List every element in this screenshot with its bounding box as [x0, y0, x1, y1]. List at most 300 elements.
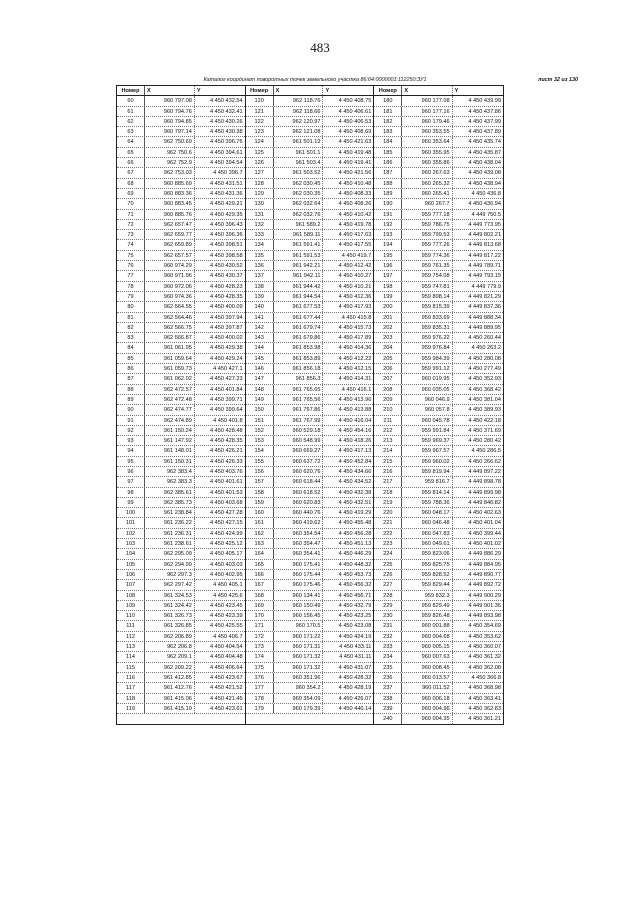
coord-y: 4 450 412.42: [338, 263, 372, 270]
point-number: 127: [246, 168, 274, 177]
coord-x: 960 175.46: [274, 580, 324, 589]
coord-x: 959 814.14: [402, 488, 452, 497]
point-number: 83: [117, 333, 145, 342]
table-row: [117, 374, 245, 384]
coord-x: 961 853.98: [274, 343, 324, 352]
coord-x: 960 548.99: [274, 436, 324, 445]
coord-x: 960 049.61: [402, 539, 452, 548]
coord-x: 959 825.75: [402, 560, 452, 569]
table-row: [374, 220, 503, 230]
coord-x: 962 564.46: [145, 313, 195, 322]
coord-x: 959 832.3: [402, 591, 452, 600]
coord-y: 4 450 280.42: [468, 438, 501, 445]
coord-y: 4 449 813.68: [468, 242, 501, 249]
table-row: [246, 374, 374, 384]
table-row: [374, 652, 503, 662]
table-row: [374, 508, 503, 518]
point-number: 97: [117, 477, 145, 486]
table-caption: Каталог координат поворотных точек земельного участка 86:04:0000001:112250:ЗУ1: [203, 77, 427, 83]
table-row: [374, 261, 503, 271]
point-number: 146: [246, 364, 274, 373]
coord-y: 4 450 398.58: [209, 252, 243, 259]
point-number: 109: [117, 601, 145, 610]
table-row: [374, 395, 503, 405]
point-number: 239: [374, 704, 402, 713]
coord-y: 4 450 437.89: [468, 129, 501, 136]
coord-y: 4 450 412.15: [338, 366, 372, 373]
point-number: 163: [246, 539, 274, 548]
coord-y: 4 450 429.38: [209, 345, 243, 352]
coord-x: 959 829.49: [402, 601, 452, 610]
point-number: 131: [246, 210, 274, 219]
coord-x: 962 750.6: [145, 148, 195, 157]
table-row: [246, 158, 374, 168]
point-number: 115: [117, 663, 145, 672]
table-row: [117, 508, 245, 518]
coord-y: 4 450 408.75: [338, 98, 372, 105]
coord-y: 4 450 417.55: [338, 242, 372, 249]
table-row: [117, 488, 245, 498]
table-header-row: [374, 86, 503, 96]
table-row: [246, 220, 374, 230]
coord-x: 962 383.3: [145, 477, 195, 486]
point-number: 154: [246, 446, 274, 455]
point-number: 164: [246, 549, 274, 558]
coord-x: 960 883.45: [145, 199, 195, 208]
table-row: [374, 313, 503, 323]
point-number: 210: [374, 405, 402, 414]
point-number: 196: [374, 261, 402, 270]
table-row: [246, 529, 374, 539]
point-number: 203: [374, 333, 402, 342]
coord-y: 4 450 396.7: [213, 170, 243, 177]
coord-y: 4 450 453.73: [338, 571, 372, 578]
point-number: 89: [117, 395, 145, 404]
coord-y: 4 450 406.53: [338, 118, 372, 125]
coord-y: 4 449 817.22: [468, 252, 501, 259]
point-number: 114: [117, 652, 145, 661]
table-row: [117, 652, 245, 662]
point-number: 231: [374, 621, 402, 630]
table-row: [246, 333, 374, 343]
point-number: 169: [246, 601, 274, 610]
point-number: 214: [374, 446, 402, 455]
coord-y: 4 450 429.24: [209, 355, 243, 362]
coord-y: 4 449 837.36: [468, 304, 501, 311]
coord-y: 4 450 427.23: [209, 376, 243, 383]
coord-x: 961 415.19: [145, 704, 195, 713]
point-number: 136: [246, 261, 274, 270]
coord-y: 4 450 415.8: [341, 314, 372, 321]
point-number: 84: [117, 343, 145, 352]
point-number: 223: [374, 539, 402, 548]
table-row: [246, 96, 374, 106]
coord-y: 4 449 821.29: [468, 293, 501, 300]
coord-y: 4 450 266.62: [468, 458, 501, 465]
coord-y: 4 450 427.15: [209, 520, 243, 527]
header-y: Y: [196, 88, 201, 94]
point-number: 206: [374, 364, 402, 373]
table-row: [246, 457, 374, 467]
table-row: [246, 189, 374, 199]
table-row: [117, 220, 245, 230]
coord-x: 960 057.8: [402, 405, 452, 414]
coord-x: 962 118.66: [274, 107, 324, 116]
point-number: 181: [374, 107, 402, 116]
coord-x: 961 238.84: [145, 508, 195, 517]
table-row: [246, 179, 374, 189]
coord-y: 4 450 353.62: [468, 633, 501, 640]
point-number: 200: [374, 302, 402, 311]
coord-y: 4 449 890.77: [468, 571, 501, 578]
coord-x: 960 353.55: [402, 127, 452, 136]
point-number: 66: [117, 158, 145, 167]
point-number: 186: [374, 158, 402, 167]
table-row: [246, 127, 374, 137]
coord-x: 961 591.41: [274, 240, 324, 249]
table-row: [117, 395, 245, 405]
coord-y: 4 450 430.37: [209, 273, 243, 280]
coord-y: 4 449 779.9: [471, 283, 501, 290]
table-row: [374, 580, 503, 590]
point-number: 96: [117, 467, 145, 476]
table-row: [246, 323, 374, 333]
coord-x: 961 326.73: [145, 611, 195, 620]
coord-y: 4 450 362.83: [468, 705, 501, 712]
coord-x: 960 354.09: [274, 694, 324, 703]
point-number: 212: [374, 426, 402, 435]
coord-x: 960 013.57: [402, 673, 452, 682]
coord-x: 960 150.49: [274, 601, 324, 610]
table-row: [374, 683, 503, 693]
coord-x: 962 118.76: [274, 96, 324, 105]
coord-y: 4 450 431.11: [339, 654, 372, 661]
table-row: [374, 271, 503, 281]
coord-x: 962 030.35: [274, 189, 324, 198]
table-row: [374, 374, 503, 384]
coord-x: 962 750.69: [145, 137, 195, 146]
point-number: 215: [374, 457, 402, 466]
point-number: 152: [246, 426, 274, 435]
coord-y: 4 450 394.61: [209, 149, 243, 156]
table-row: [246, 282, 374, 292]
coord-x: 962 659.77: [145, 230, 195, 239]
coord-y: 4 450 456.71: [338, 592, 372, 599]
coord-x: 961 236.22: [145, 518, 195, 527]
table-row: [117, 446, 245, 456]
point-number: 230: [374, 611, 402, 620]
point-number: 199: [374, 292, 402, 301]
coord-x: 960 620.76: [274, 467, 324, 476]
point-number: 104: [117, 549, 145, 558]
coord-x: 961 062.02: [145, 374, 195, 383]
point-number: 142: [246, 323, 274, 332]
coord-y: 4 450 408.69: [338, 129, 372, 136]
coord-x: 961 148.01: [145, 446, 195, 455]
table-row: [246, 302, 374, 312]
coord-y: 4 450 401.84: [209, 386, 243, 393]
point-number: 110: [117, 611, 145, 620]
table-row: [246, 549, 374, 559]
table-row: [117, 426, 245, 436]
coord-x: 962 032.64: [274, 199, 324, 208]
point-number: 175: [246, 663, 274, 672]
table-row: [117, 96, 245, 106]
table-row: [246, 591, 374, 601]
coord-y: 4 449 802.21: [468, 232, 501, 239]
point-number: 177: [246, 683, 274, 692]
coord-x: 961 503.4: [274, 158, 324, 167]
table-row: [374, 302, 503, 312]
coord-y: 4 450 360.07: [468, 644, 501, 651]
coord-x: 959 828.52: [402, 570, 452, 579]
table-header-row: [117, 86, 245, 96]
coord-y: 4 450 402.95: [209, 571, 243, 578]
coord-y: 4 449 899.98: [468, 489, 501, 496]
point-number: 111: [117, 621, 145, 630]
coord-x: 961 765.56: [274, 395, 324, 404]
coord-y: 4 450 401.61: [209, 479, 243, 486]
table-row: [117, 405, 245, 415]
point-number: 207: [374, 374, 402, 383]
table-row: [246, 446, 374, 456]
point-number: 108: [117, 591, 145, 600]
coord-y: 4 450 404.48: [209, 654, 243, 661]
point-number: 92: [117, 426, 145, 435]
coord-x: 959 967.57: [402, 446, 452, 455]
coord-x: 962 752.9: [145, 158, 195, 167]
table-row: [246, 601, 374, 611]
coord-y: 4 450 361.32: [468, 654, 501, 661]
coord-x: 959 969.37: [402, 436, 452, 445]
coord-x: 961 856.3: [274, 374, 324, 383]
coord-y: 4 450 425.55: [209, 623, 243, 630]
coord-x: 961 942.21: [274, 261, 324, 270]
header-x: X: [145, 86, 195, 95]
coord-x: 962 030.45: [274, 179, 324, 188]
point-number: 68: [117, 179, 145, 188]
coord-y: 4 450 418.26: [338, 438, 372, 445]
point-number: 182: [374, 117, 402, 126]
point-number: 118: [117, 694, 145, 703]
table-row: [246, 251, 374, 261]
coord-y: 4 450 405.1: [213, 582, 243, 589]
page-number: 483: [310, 40, 330, 55]
point-number: 107: [117, 580, 145, 589]
coord-x: 960 419.62: [274, 518, 324, 527]
coord-y: 4 450 366.8: [471, 674, 501, 681]
point-number: 155: [246, 457, 274, 466]
coord-x: 960 046.48: [402, 518, 452, 527]
coord-y: 4 450 396.76: [209, 139, 243, 146]
point-number: 91: [117, 416, 145, 425]
coord-y: 4 450 432.79: [338, 602, 372, 609]
coord-y: 4 450 396.43: [209, 221, 243, 228]
table-row: [246, 632, 374, 642]
point-number: 105: [117, 560, 145, 569]
point-number: 78: [117, 282, 145, 291]
table-row: [374, 189, 503, 199]
table-row: [117, 560, 245, 570]
table-row: [374, 148, 503, 158]
coord-y: 4 450 432.41: [209, 108, 243, 115]
point-number: 232: [374, 632, 402, 641]
coord-x: 960 794.85: [145, 117, 195, 126]
coord-y: 4 450 415.73: [338, 324, 372, 331]
coord-y: 4 450 406.61: [338, 108, 372, 115]
coord-y: 4 450 429.35: [209, 211, 243, 218]
coord-y: 4 450 433.11: [339, 644, 372, 651]
coord-y: 4 450 423.08: [338, 623, 372, 630]
coord-y: 4 450 430.52: [209, 263, 243, 270]
point-number: 160: [246, 508, 274, 517]
coord-y: 4 450 431.36: [209, 190, 243, 197]
coord-y: 4 450 437.86: [468, 108, 501, 115]
point-number: 189: [374, 189, 402, 198]
coord-x: 962 295.09: [145, 549, 195, 558]
point-number: 73: [117, 230, 145, 239]
coord-y: 4 450 432.38: [338, 489, 372, 496]
table-row: [374, 560, 503, 570]
coord-y: 4 450 277.49: [468, 366, 501, 373]
coord-x: 960 529.18: [274, 426, 324, 435]
table-row: [374, 549, 503, 559]
table-row: [117, 683, 245, 693]
coord-x: 960 007.63: [402, 652, 452, 661]
table-row: [117, 580, 245, 590]
coord-x: 962 474.89: [145, 416, 195, 425]
coord-y: 4 450 402.63: [468, 510, 501, 517]
point-number: 234: [374, 652, 402, 661]
point-number: 80: [117, 302, 145, 311]
coord-y: 4 449 892.72: [468, 582, 501, 589]
point-number: 117: [117, 683, 145, 692]
coord-x: 959 819.94: [402, 467, 452, 476]
point-number: 99: [117, 498, 145, 507]
point-number: 75: [117, 251, 145, 260]
coord-y: 4 449 884.95: [468, 561, 501, 568]
point-number: 125: [246, 148, 274, 157]
coord-y: 4 450 410.27: [338, 273, 372, 280]
coord-y: 4 449 901.36: [468, 602, 501, 609]
table-row: [246, 271, 374, 281]
point-number: 137: [246, 271, 274, 280]
point-number: 72: [117, 220, 145, 229]
coord-x: 959 984.39: [402, 354, 452, 363]
point-number: 129: [246, 189, 274, 198]
table-row: [117, 343, 245, 353]
coord-x: 961 147.92: [145, 436, 195, 445]
table-row: [117, 436, 245, 446]
table-row: [374, 292, 503, 302]
table-row: [374, 127, 503, 137]
table-row: [246, 467, 374, 477]
table-row: [374, 621, 503, 631]
coord-y: 4 450 456.28: [338, 530, 372, 537]
table-row: [117, 137, 245, 147]
point-number: 122: [246, 117, 274, 126]
coord-x: 960 620.83: [274, 498, 324, 507]
coord-y: 4 450 455.48: [338, 520, 372, 527]
coord-x: 960 794.76: [145, 107, 195, 116]
coord-y: 4 450 361.21: [468, 716, 501, 723]
sheet-indicator: лист 32 из 130: [538, 77, 578, 83]
point-number: 138: [246, 282, 274, 291]
point-number: 65: [117, 148, 145, 157]
coord-x: 960 134.41: [274, 591, 324, 600]
point-number: 106: [117, 570, 145, 579]
point-number: 183: [374, 127, 402, 136]
coord-x: 961 326.85: [145, 621, 195, 630]
coord-x: 960 179.46: [402, 117, 452, 126]
coord-y: 4 450 416.04: [338, 417, 372, 424]
coord-x: 961 501.1: [274, 148, 324, 157]
coord-x: 960 004.35: [402, 714, 452, 724]
table-row: [374, 96, 503, 106]
table-row: [117, 251, 245, 261]
table-row: [117, 673, 245, 683]
coord-x: 960 267.7: [402, 199, 452, 208]
table-row: [117, 333, 245, 343]
coord-y: 4 450 412.36: [338, 293, 372, 300]
table-row: [117, 611, 245, 621]
table-row: [374, 570, 503, 580]
coord-y: 4 450 436.8: [471, 190, 501, 197]
coord-y: 4 450 413.96: [338, 396, 372, 403]
coord-y: 4 450 428.32: [338, 674, 372, 681]
coord-x: 959 799.53: [402, 230, 452, 239]
table-row: [374, 230, 503, 240]
table-column-group: [246, 86, 375, 724]
coord-y: 4 450 428.35: [209, 293, 243, 300]
coord-x: 961 238.61: [145, 539, 195, 548]
point-number: 205: [374, 354, 402, 363]
coord-y: 4 450 403.03: [209, 561, 243, 568]
point-number: 185: [374, 148, 402, 157]
table-row: [374, 426, 503, 436]
table-row: [374, 632, 503, 642]
point-number: 195: [374, 251, 402, 260]
coord-x: 960 156.45: [274, 611, 324, 620]
coord-x: 960 047.83: [402, 529, 452, 538]
coord-y: 4 450 371.69: [468, 427, 501, 434]
coord-y: 4 450 448.32: [338, 561, 372, 568]
coord-y: 4 450 408.33: [338, 190, 372, 197]
table-row: [246, 683, 374, 693]
point-number: 70: [117, 199, 145, 208]
point-number: 151: [246, 416, 274, 425]
coord-y: 4 450 260.44: [468, 335, 501, 342]
table-row: [117, 498, 245, 508]
table-row: [117, 364, 245, 374]
point-number: 145: [246, 354, 274, 363]
coord-x: 962 657.47: [145, 220, 195, 229]
coord-x: 960 355.86: [402, 158, 452, 167]
coord-x: 962 297.3: [145, 570, 195, 579]
point-number: 191: [374, 210, 402, 219]
coord-y: 4 450 427.28: [209, 510, 243, 517]
coord-x: 960 265.41: [402, 189, 452, 198]
coord-x: 960 669.27: [274, 446, 324, 455]
table-row: [246, 477, 374, 487]
point-number: 95: [117, 457, 145, 466]
coord-y: 4 450 426.33: [209, 458, 243, 465]
coord-y: 4 450 401.53: [209, 489, 243, 496]
table-row: [374, 663, 503, 673]
point-number: 166: [246, 570, 274, 579]
table-row: [374, 210, 503, 220]
coord-y: 4 450 437.99: [468, 118, 501, 125]
